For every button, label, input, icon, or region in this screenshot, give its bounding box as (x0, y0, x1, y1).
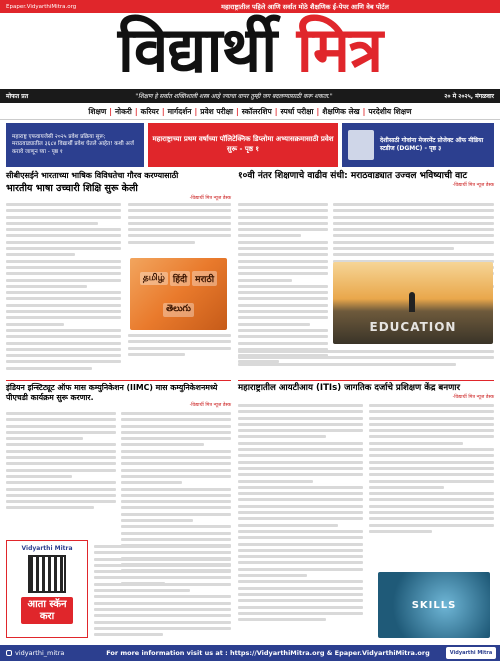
issue-date: २० मे २०२५, मंगळवार (444, 93, 494, 100)
masthead (0, 13, 500, 87)
article-iti[interactable] (238, 383, 494, 401)
footer-brand: Vidyarthi Mitra (446, 647, 496, 659)
nav-item-pravesh[interactable]: प्रवेश परीक्षा (200, 106, 233, 116)
footer-info[interactable]: For more information visit us at : https://VidyarthiMitra.org & Epaper.VidyarthiMitra.org (106, 649, 430, 657)
nav-item-lekh[interactable]: शैक्षणिक लेख (322, 106, 360, 116)
nav-item-naukri[interactable]: नोकरी (115, 106, 132, 116)
article-iimc-headline: इंडियन इन्स्टिट्यूट ऑफ मास कम्युनिकेशन (IIMC) मास कम्युनिकेशनमध्ये पीएचडी कार्यक्रम सुरू करणार. (6, 383, 218, 402)
nav-item-shikshan[interactable]: शिक्षण (88, 106, 107, 116)
article-cbse[interactable] (6, 171, 231, 202)
quote-text: "शिक्षण हे सर्वात शक्तिशाली शस्त्र आहे ज्याचा वापर तुम्ही जग बदलण्यासाठी करू शकता." (135, 93, 333, 100)
article-iimc-byline: -विद्यार्थी मित्र न्यूज डेस्क (189, 403, 231, 409)
top-banner (0, 0, 500, 13)
footer-bar (0, 645, 500, 661)
article-iti-body-right (369, 404, 494, 536)
article-cbse-kicker: सीबीएसईने भारताच्या भाषिक विविधतेचा गौरव करण्यासाठी (6, 171, 179, 180)
article-10th-body-left (238, 203, 328, 367)
website-link[interactable]: Epaper.VidyarthiMitra.org (6, 3, 77, 10)
skills-image (378, 572, 490, 638)
dgmc-thumbnail (348, 130, 374, 160)
qr-brand: Vidyarthi Mitra (21, 545, 73, 552)
info-bar (0, 89, 500, 103)
indian-languages-image (130, 258, 227, 330)
article-cbse-headline: भारतीय भाषा उच्चारी शिक्षि सुरू केली (6, 183, 138, 194)
article-iimc[interactable] (6, 383, 231, 410)
article-10th-headline: १०वी नंतर शिक्षणाचे वाढीव संधी: मराठवाड्यात उज्वल भविष्याची वाट (238, 171, 468, 181)
free-copy-label: मोफत प्रत (6, 93, 29, 100)
logo-word-1: विद्यार्थी (117, 13, 277, 86)
article-cbse-body-right (128, 203, 231, 247)
article-iti-body-left (238, 404, 363, 624)
article-iti-headline: महाराष्ट्रातील आयटीआय (ITIs) जागतिक दर्जाचे प्रशिक्षण केंद्र बनणार (238, 383, 461, 393)
category-nav: शिक्षण | नोकरी | करियर | मार्गदर्शन | प्रवेश परीक्षा | स्कॉलरशिप | स्पर्धा परीक्षा | शैक्षणिक लेख | परदेशीय शिक्षण (0, 104, 500, 120)
social-handle[interactable] (0, 649, 90, 657)
article-cbse-byline: -विद्यार्थी मित्र न्यूज डेस्क (189, 195, 231, 201)
article-cbse-body-left (6, 203, 121, 373)
article-10th-body-bottom (238, 350, 494, 369)
nav-item-career[interactable]: करियर (140, 106, 159, 116)
qr-code-icon[interactable] (28, 555, 66, 593)
scan-now-label (21, 597, 72, 624)
newspaper-logo[interactable] (117, 13, 383, 86)
lang-tamil: தமிழ் (140, 272, 168, 285)
tagline: महाराष्ट्रातील पहिले आणि सर्वात मोठे शैक्षणिक ई-पेपर आणि वेब पोर्टल (221, 3, 389, 11)
logo-word-2: मित्र (296, 13, 383, 86)
nav-item-pardeshi[interactable]: परदेशीय शिक्षण (368, 106, 412, 116)
skills-word: SKILLS (411, 599, 457, 611)
promo-fyjc[interactable]: महाराष्ट्र एफवायजेसी २०२५ प्रवेश प्रक्रिया सुरू; मराठवाड्यातील ३६८४ विद्यार्थी प्रवेश घेतले आहेत! कशी अर्ज करावे जाणून घ्या - पृष्ठ १ (6, 123, 144, 167)
promo-dgmc-text: देशीसाठी गोवांना मेजरमेंट प्रोजेक्ट ऑफ मीडिया स्टडीज (DGMC) - पृष्ठ ३ (380, 136, 484, 152)
nav-item-spardha[interactable]: स्पर्धा परीक्षा (280, 106, 314, 116)
scan-line-2: करा (39, 610, 55, 622)
walking-person-icon (409, 292, 415, 312)
lang-telugu: తెలుగు (163, 303, 194, 317)
article-10th[interactable] (238, 171, 494, 190)
promo-polytechnic[interactable]: महाराष्ट्राच्या प्रथम वर्षाच्या पॉलिटेक्निक डिप्लोमा अभ्यासक्रमासाठी प्रवेश सुरू - पृष्ठ १ (148, 123, 338, 167)
education-road-image (333, 262, 493, 344)
article-cbse-body-right-2 (128, 334, 231, 359)
nav-item-margadarshan[interactable]: मार्गदर्शन (167, 106, 192, 116)
instagram-icon (6, 650, 12, 656)
qr-scan-box[interactable] (6, 540, 88, 638)
social-handle-text: vidyarthi_mitra (15, 649, 65, 657)
article-iimc-body-bottom (94, 545, 231, 639)
article-10th-byline: -विद्यार्थी मित्र न्यूज डेस्क (452, 183, 494, 189)
scan-line-1: आता स्कॅन (27, 599, 67, 610)
article-iimc-body-left (6, 412, 116, 513)
article-iti-byline: -विद्यार्थी मित्र न्यूज डेस्क (452, 394, 494, 400)
lang-marathi: मराठी (192, 271, 217, 286)
promo-dgmc[interactable] (342, 123, 494, 167)
education-road-word: EDUCATION (369, 320, 457, 334)
lang-hindi: हिंदी (170, 271, 190, 286)
nav-item-scholarship[interactable]: स्कॉलरशिप (241, 106, 272, 116)
